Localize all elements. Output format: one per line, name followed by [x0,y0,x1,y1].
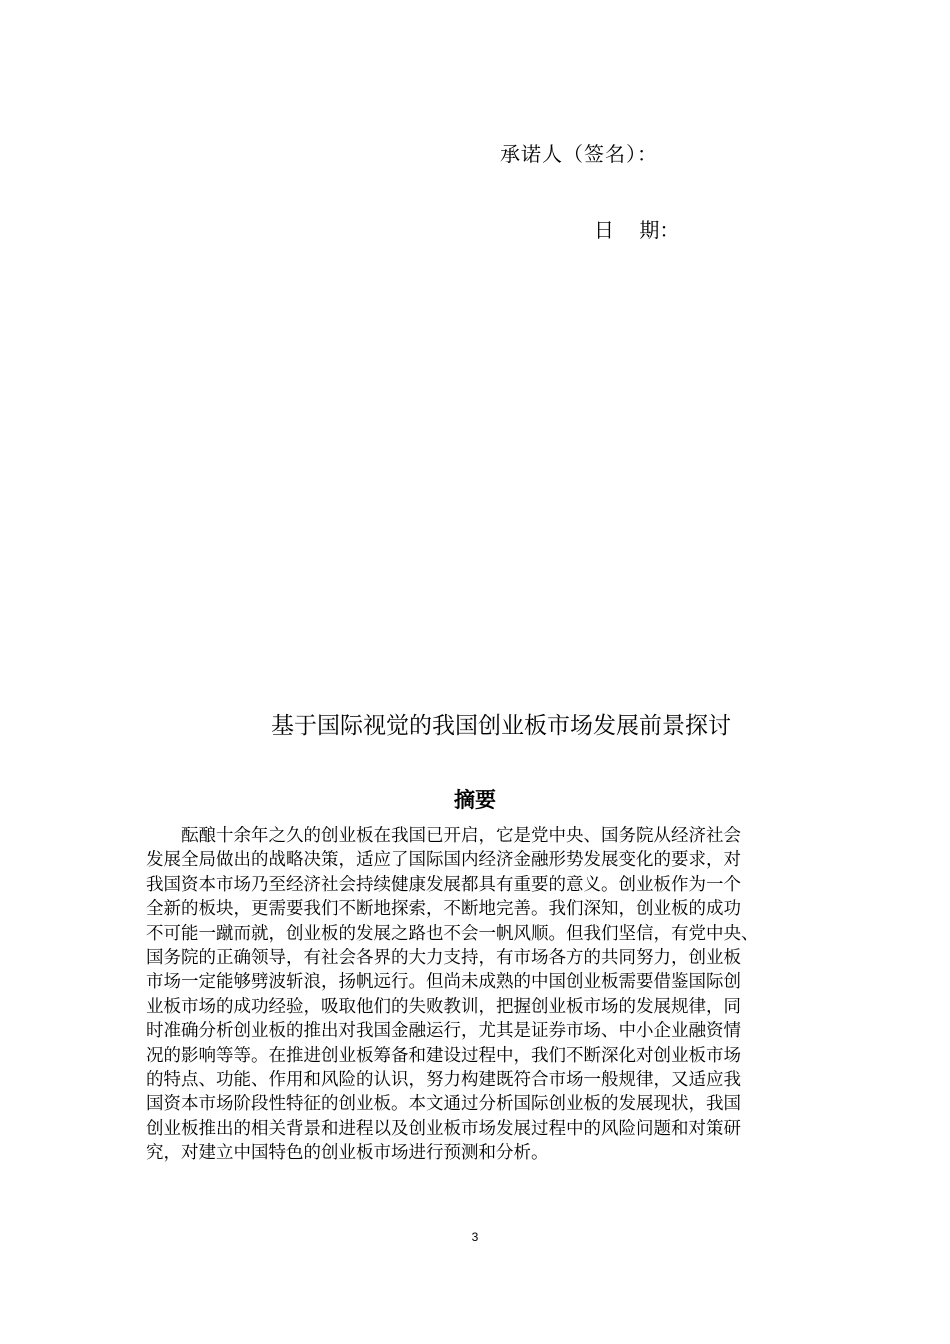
paper-title: 基于国际视觉的我国创业板市场发展前景探讨 [271,713,731,739]
abstract-line: 全新的板块，更需要我们不断地探索，不断地完善。我们深知，创业板的成功 [146,899,741,920]
abstract-line: 酝酿十余年之久的创业板在我国已开启，它是党中央、国务院从经济社会 [181,826,741,846]
abstract-line: 创业板推出的相关背景和进程以及创业板市场发展过程中的风险问题和对策研 [146,1118,741,1139]
signer-label: 承诺人（签名）： [500,142,658,166]
abstract-body [146,824,826,1165]
abstract-line: 市场一定能够劈波斩浪，扬帆远行。但尚未成熟的中国创业板需要借鉴国际创 [146,972,741,993]
abstract-heading: 摘要 [454,788,496,812]
abstract-line: 的特点、功能、作用和风险的认识，努力构建既符合市场一般规律，又适应我 [146,1069,741,1090]
abstract-line: 业板市场的成功经验，吸取他们的失败教训，把握创业板市场的发展规律，同 [146,996,741,1017]
abstract-line: 况的影响等等。在推进创业板筹备和建设过程中，我们不断深化对创业板市场 [146,1045,741,1066]
abstract-line: 不可能一蹴而就，创业板的发展之路也不会一帆风顺。但我们坚信，有党中央、 [146,923,759,944]
date-label: 日 期： [594,218,680,242]
abstract-line: 我国资本市场乃至经济社会持续健康发展都具有重要的意义。创业板作为一个 [146,874,741,895]
abstract-line: 发展全局做出的战略决策，适应了国际国内经济金融形势发展变化的要求，对 [146,850,741,871]
page-number: 3 [471,1230,479,1244]
abstract-line: 国务院的正确领导，有社会各界的大力支持，有市场各方的共同努力，创业板 [146,947,741,968]
abstract-line: 究，对建立中国特色的创业板市场进行预测和分析。 [146,1143,549,1164]
abstract-line: 时准确分析创业板的推出对我国金融运行，尤其是证券市场、中小企业融资情 [146,1021,741,1042]
abstract-line: 国资本市场阶段性特征的创业板。本文通过分析国际创业板的发展现状，我国 [146,1094,741,1115]
